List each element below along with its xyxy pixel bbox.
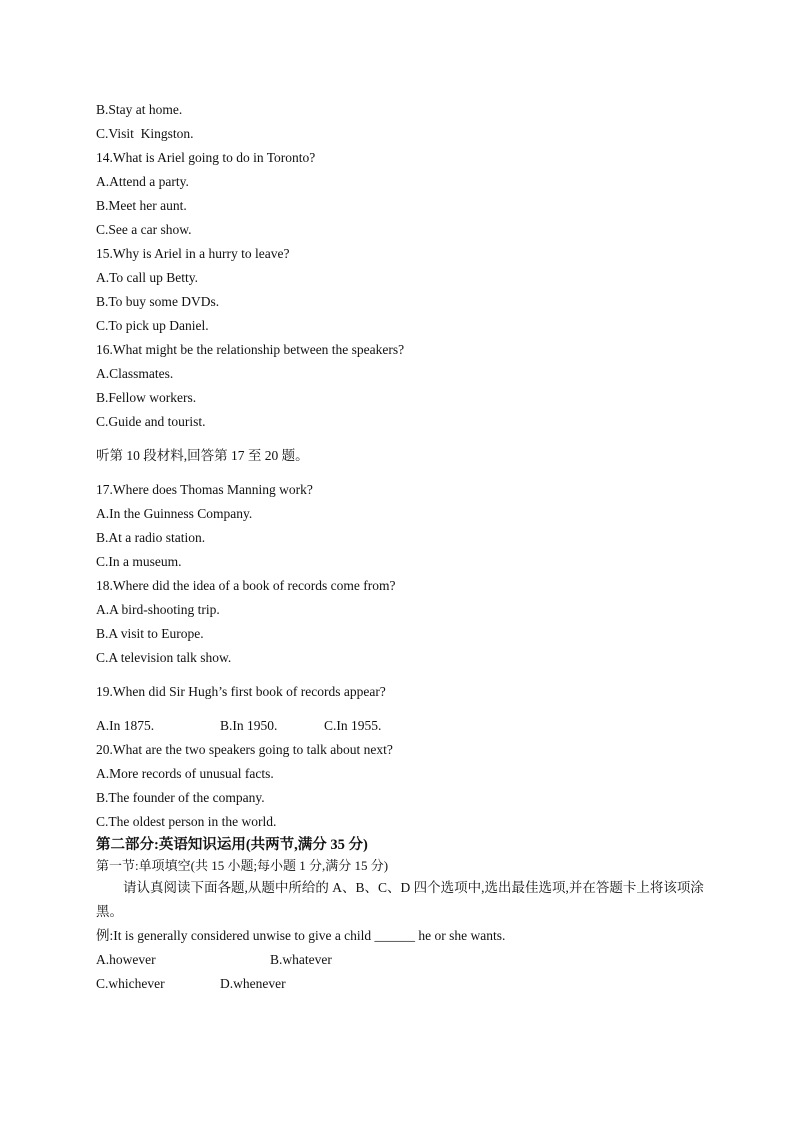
section-instruction: 听第 10 段材料,回答第 17 至 20 题。 bbox=[96, 448, 309, 463]
option-c: C.whichever bbox=[96, 976, 165, 991]
example-options-row-1 bbox=[96, 948, 716, 972]
option-a: A.however bbox=[96, 952, 156, 967]
listening-block-1 bbox=[96, 98, 716, 434]
example-question: 例:It is generally considered unwise to give a child ______ he or she wants. bbox=[96, 928, 506, 943]
text-line: B.Stay at home. bbox=[96, 102, 183, 117]
text-line: C.Visit Kingston. bbox=[96, 126, 194, 141]
option-c: C.In a museum. bbox=[96, 554, 182, 569]
option-c: C.To pick up Daniel. bbox=[96, 318, 209, 333]
option-a: A.A bird-shooting trip. bbox=[96, 602, 220, 617]
option-b: B.To buy some DVDs. bbox=[96, 294, 220, 309]
option-a: A.Classmates. bbox=[96, 366, 174, 381]
exam-page bbox=[96, 98, 716, 996]
option-a: A.Attend a party. bbox=[96, 174, 189, 189]
question-14: 14.What is Ariel going to do in Toronto? bbox=[96, 150, 316, 165]
question-17: 17.Where does Thomas Manning work? bbox=[96, 482, 313, 497]
listening-block-3 bbox=[96, 738, 716, 834]
option-a: A.In the Guinness Company. bbox=[96, 506, 253, 521]
listening-block-2 bbox=[96, 478, 716, 670]
option-b: B.At a radio station. bbox=[96, 530, 206, 545]
option-b: B.Meet her aunt. bbox=[96, 198, 187, 213]
option-a: A.To call up Betty. bbox=[96, 270, 199, 285]
question-18: 18.Where did the idea of a book of records come from? bbox=[96, 578, 396, 593]
option-c: C.In 1955. bbox=[324, 718, 382, 733]
option-c: C.See a car show. bbox=[96, 222, 192, 237]
question-19-options bbox=[96, 714, 716, 738]
example-options-row-2 bbox=[96, 972, 716, 996]
option-a: A.More records of unusual facts. bbox=[96, 766, 274, 781]
option-c: C.Guide and tourist. bbox=[96, 414, 206, 429]
question-15: 15.Why is Ariel in a hurry to leave? bbox=[96, 246, 290, 261]
part-two-heading: 第二部分:英语知识运用(共两节,满分 35 分) bbox=[96, 837, 368, 853]
question-19: 19.When did Sir Hugh’s first book of records appear? bbox=[96, 684, 386, 699]
section-one-heading: 第一节:单项填空(共 15 小题;每小题 1 分,满分 15 分) bbox=[96, 858, 389, 873]
question-20: 20.What are the two speakers going to talk about next? bbox=[96, 742, 393, 757]
option-b: B.A visit to Europe. bbox=[96, 626, 204, 641]
option-b: B.whatever bbox=[270, 952, 332, 967]
question-16: 16.What might be the relationship between the speakers? bbox=[96, 342, 405, 357]
instruction-paragraph: 请认真阅读下面各题,从题中所给的 A、B、C、D 四个选项中,选出最佳选项,并在答题卡上将该项涂黑。 bbox=[96, 880, 704, 919]
option-b: B.The founder of the company. bbox=[96, 790, 265, 805]
option-d: D.whenever bbox=[220, 976, 286, 991]
option-a: A.In 1875. bbox=[96, 718, 155, 733]
option-b: B.Fellow workers. bbox=[96, 390, 197, 405]
option-b: B.In 1950. bbox=[220, 718, 278, 733]
option-c: C.A television talk show. bbox=[96, 650, 232, 665]
option-c: C.The oldest person in the world. bbox=[96, 814, 277, 829]
